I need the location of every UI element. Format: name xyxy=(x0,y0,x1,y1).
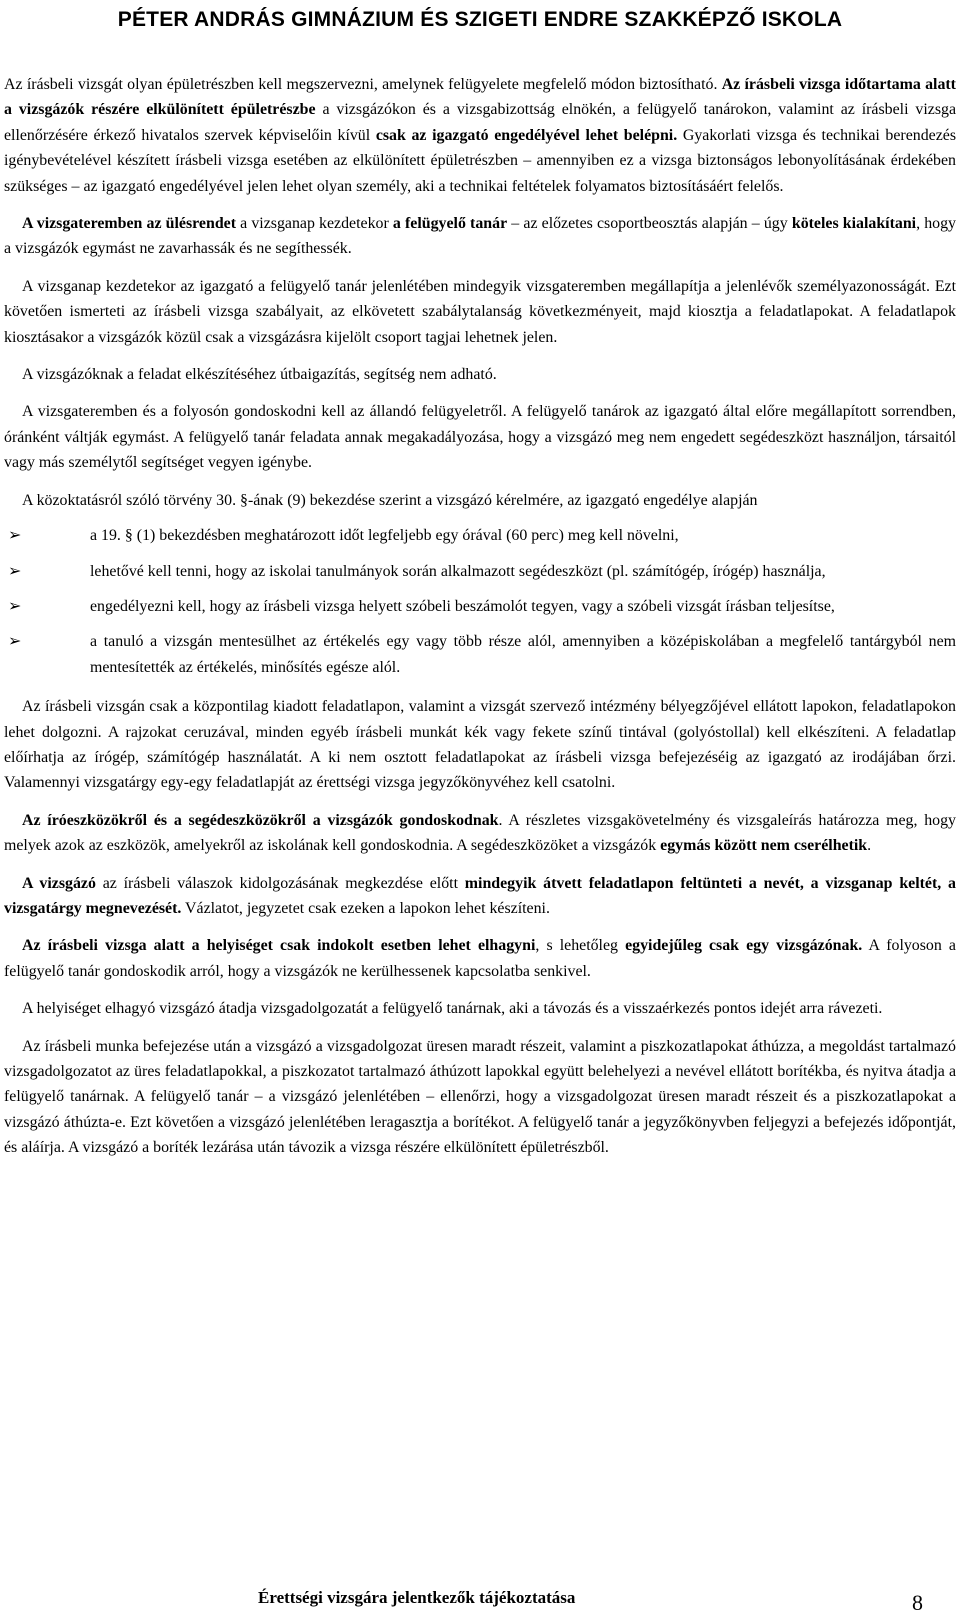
arrowhead-bullet-icon: ➢ xyxy=(8,597,22,615)
list-item xyxy=(4,629,956,680)
paragraph xyxy=(4,1034,956,1161)
paragraph xyxy=(4,694,956,796)
page-number: 8 xyxy=(912,1590,923,1615)
text-run: A vizsgateremben és a folyosón gondoskodni kell az állandó felügyeletről. A felügyelő tanárok az igazgató által előre megállapított sorrendben, óránként váltják egymást. A felügyelő tanár feladata annak megakadályozása, hogy a vizsgázó meg nem engedett segédeszközt használjon, társaitól vagy más személytől segítséget vegyen igénybe. xyxy=(4,403,956,472)
paragraph xyxy=(4,72,956,199)
text-run: a vizsganap kezdetekor xyxy=(236,215,393,233)
text-run: Az írásbeli vizsgán csak a központilag kiadott feladatlapon, valamint a vizsgát szervező intézmény bélyegzőjével ellátott lapokon, feladatlapokon lehet dolgozni. A rajzokat ceruzával, minden egyéb írásbeli munkát kék vagy fekete színű tintával (golyóstollal) kell elkészíteni. A feladatlap előírhatja az írógép, számítógép használatát. A ki nem osztott feladatlapokat az írásbeli vizsga befejezéséig az igazgató az irodájában őrzi. Valamennyi vizsgatárgy egy-egy feladatlapját az érettségi vizsga jegyzőkönyvéhez kell csatolni. xyxy=(4,698,956,792)
bold-text-run: csak az igazgató engedélyével lehet belépni. xyxy=(375,126,678,144)
text-run: Az írásbeli munka befejezése után a vizsgázó a vizsgadolgozat üresen maradt részeit, valamint a piszkozatlapokat áthúzza, a megoldást tartalmazó vizsgadolgozatot az üres feladatlapokkal, a piszkozatot tartalmazó áthúzott lapokkal együtt belehelyezi a nevével ellátott borítékba, és nyitva átadja a felügyelő tanárnak. A felügyelő tanár – a vizsgázó jelenlétében – ellenőrzi, hogy a vizsgadolgozat üresen maradt részeit és a piszkozatlapokat a vizsgázó áthúzta-e. Ezt követően a vizsgázó jelenlétében leragasztja a borítékot. A felügyelő tanár a jegyzőkönyvben feljegyzi a befejezés időpontját, és aláírja. A vizsgázó a boríték lezárása után távozik a vizsga részére elkülönített épületrészből. xyxy=(4,1037,956,1157)
list-item xyxy=(4,594,956,619)
bold-text-run: Az írásbeli vizsga alatt a helyiséget csak indokolt esetben lehet elhagyni xyxy=(22,937,536,955)
paragraph xyxy=(4,274,956,350)
footer-title: Érettségi vizsgára jelentkezők tájékoztatása xyxy=(258,1588,576,1607)
page-header-title: PÉTER ANDRÁS GIMNÁZIUM ÉS SZIGETI ENDRE SZAKKÉPZŐ ISKOLA xyxy=(117,8,843,31)
bold-text-run: Az írásbeli vizsga időtartama alatt a vizsgázók részére elkülönített épületrészbe xyxy=(4,76,956,119)
text-run: . xyxy=(867,837,872,855)
list-item-text: engedélyezni kell, hogy az írásbeli vizsga helyett szóbeli beszámolót tegyen, vagy a szóbeli vizsgát írásban teljesítse, xyxy=(90,597,835,615)
text-run: Gyakorlati vizsga és technikai berendezés igénybevételével készített írásbeli vizsga esetében az elkülönített épületrészben – amennyiben ez a vizsga biztonságos lebonyolításának érdekében szükséges – az igazgató engedélyével jelen lehet olyan személy, aki a technikai feltételek folyamatos biztosításáért felelős. xyxy=(4,126,957,195)
text-run: , s lehetőleg xyxy=(535,937,626,955)
text-run: az írásbeli válaszok kidolgozásának megkezdése előtt xyxy=(95,874,465,892)
paragraph xyxy=(4,488,956,513)
arrowhead-bullet-icon: ➢ xyxy=(8,562,22,580)
text-run: A vizsganap kezdetekor az igazgató a felügyelő tanár jelenlétében mindegyik vizsgateremben megállapítja a jelenlévők személyazonosságát. Ezt követően ismerteti az írásbeli vizsga szabályait, az elkövetett szabálytalanság következményeit, majd kiosztja a feladatlapokat. A feladatlapok kiosztásakor a vizsgázók közül csak a vizsgázásra kijelölt csoport tagjai lehetnek jelen. xyxy=(4,277,956,346)
text-run: A helyiséget elhagyó vizsgázó átadja vizsgadolgozatát a felügyelő tanárnak, aki a távozás és a visszaérkezés pontos idejét arra rávezeti. xyxy=(22,1000,883,1018)
document-body xyxy=(4,72,956,1173)
bold-text-run: köteles kialakítani xyxy=(791,215,917,233)
text-run: A közoktatásról szóló törvény 30. §-ának (9) bekezdése szerint a vizsgázó kérelmére, az igazgató engedélye alapján xyxy=(22,491,758,509)
bold-text-run: Az íróeszközökről és a segédeszközökről a vizsgázók gondoskodnak xyxy=(22,811,499,829)
text-run: Vázlatot, jegyzetet csak ezeken a lapokon lehet készíteni. xyxy=(181,899,550,917)
text-run: . A részletes vizsgakövetelmény és vizsgaleírás határozza meg, hogy melyek azok az eszközök, amelyekről az iskolának kell gondoskodnia. A segédeszközöket a vizsgázók xyxy=(4,811,957,855)
list-item xyxy=(4,523,956,548)
paragraph xyxy=(4,996,956,1021)
paragraph xyxy=(4,362,956,387)
paragraph xyxy=(4,808,956,859)
bullet-list xyxy=(4,523,956,680)
bold-text-run: egymás között nem cserélhetik xyxy=(660,837,868,855)
paragraph xyxy=(4,399,956,475)
bold-text-run: a felügyelő tanár xyxy=(392,215,508,233)
paragraph xyxy=(4,871,956,922)
text-run: a vizsgázókon és a vizsgabizottság elnökén, a felügyelő tanárokon, valamint az írásbeli vizsga ellenőrzésére érkező hivatalos szervek képviselőin kívül xyxy=(4,101,957,144)
paragraph xyxy=(4,933,956,984)
text-run: – az előzetes csoportbeosztás alapján – úgy xyxy=(507,215,792,233)
arrowhead-bullet-icon: ➢ xyxy=(8,527,22,545)
bold-text-run: egyidejűleg csak egy vizsgázónak. xyxy=(625,937,863,955)
arrowhead-bullet-icon: ➢ xyxy=(8,633,22,651)
bold-text-run: A vizsgateremben az ülésrendet xyxy=(22,215,236,233)
bold-text-run: A vizsgázó xyxy=(22,874,96,892)
paragraph xyxy=(4,211,956,262)
text-run: A vizsgázóknak a feladat elkészítéséhez útbaigazítás, segítség nem adható. xyxy=(22,366,497,384)
list-item-text: a 19. § (1) bekezdésben meghatározott időt legfeljebb egy órával (60 perc) meg kell növelni, xyxy=(90,527,679,545)
text-run: Az írásbeli vizsgát olyan épületrészben kell megszervezni, amelynek felügyelete megfelelő módon biztosítható. xyxy=(4,76,722,93)
text-run: , hogy a vizsgázók egymást ne zavarhassák és ne segíthessék. xyxy=(4,215,956,258)
list-item-text: lehetővé kell tenni, hogy az iskolai tanulmányok során alkalmazott segédeszközt (pl. számítógép, írógép) használja, xyxy=(90,562,826,580)
bold-text-run: mindegyik átvett feladatlapon feltünteti a nevét, a vizsganap keltét, a vizsgatárgy megnevezését. xyxy=(4,874,956,917)
text-run: A folyoson a felügyelő tanár gondoskodik arról, hogy a vizsgázók ne kerülhessenek kapcsolatba senkivel. xyxy=(4,937,956,980)
list-item-text: a tanuló a vizsgán mentesülhet az értékelés egy vagy több része alól, amennyiben a középiskolában a megfelelő tantárgyból nem mentesítették az értékelés, minősítés egésze alól. xyxy=(90,633,956,676)
list-item xyxy=(4,559,956,584)
